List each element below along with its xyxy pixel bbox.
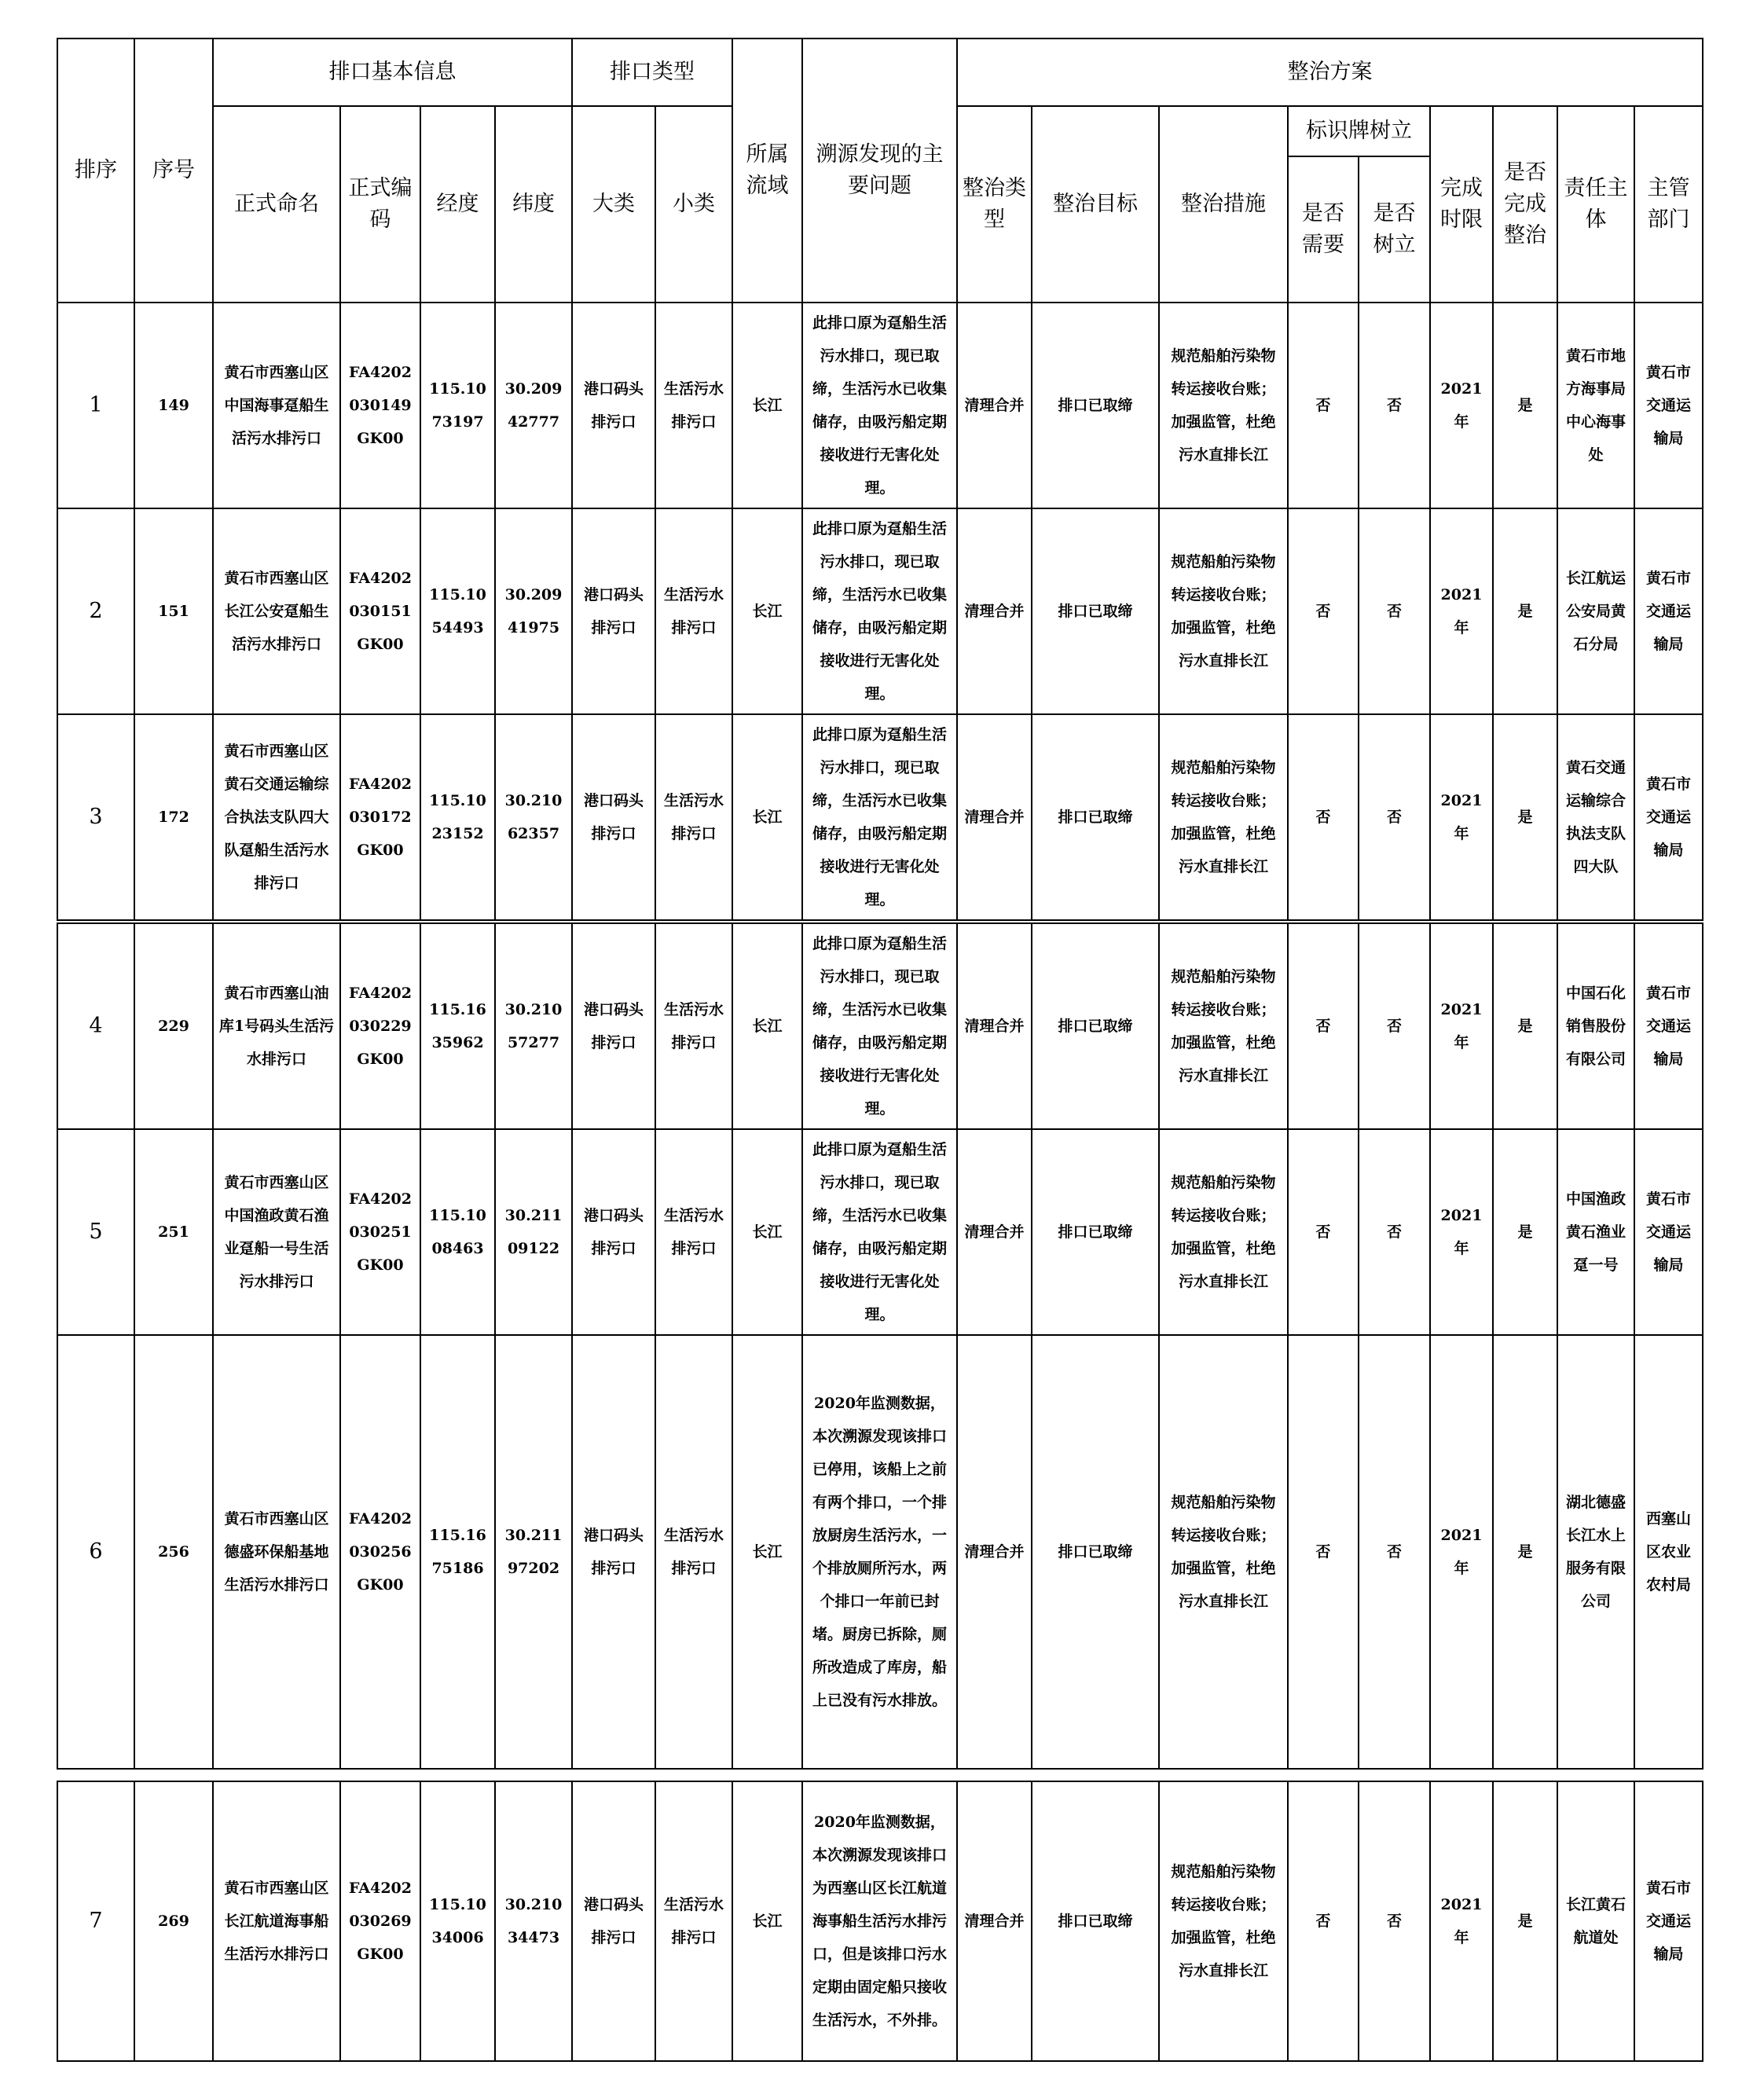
cell-lng: 115.1635962 bbox=[420, 923, 495, 1129]
cell-erected: 否 bbox=[1359, 508, 1430, 714]
cell-basin: 长江 bbox=[732, 1129, 802, 1335]
cell-minor: 生活污水排污口 bbox=[655, 508, 732, 714]
cell-seq: 251 bbox=[134, 1129, 213, 1335]
header-measures: 整治措施 bbox=[1159, 106, 1288, 303]
cell-need: 否 bbox=[1288, 1129, 1359, 1335]
cell-target: 排口已取缔 bbox=[1032, 508, 1159, 714]
cell-rank: 1 bbox=[57, 303, 134, 508]
cell-minor: 生活污水排污口 bbox=[655, 303, 732, 508]
cell-basin: 长江 bbox=[732, 1335, 802, 1769]
header-problem: 溯源发现的主要问题 bbox=[802, 39, 957, 303]
cell-plan-type: 清理合并 bbox=[957, 1129, 1032, 1335]
cell-plan-type: 清理合并 bbox=[957, 303, 1032, 508]
cell-erected: 否 bbox=[1359, 1335, 1430, 1769]
cell-owner: 中国石化销售股份有限公司 bbox=[1557, 923, 1634, 1129]
cell-name: 黄石市西塞山区德盛环保船基地生活污水排污口 bbox=[213, 1335, 340, 1769]
cell-lng: 115.1023152 bbox=[420, 714, 495, 920]
cell-done: 是 bbox=[1493, 303, 1557, 508]
table-row bbox=[57, 508, 1703, 714]
header-major: 大类 bbox=[572, 106, 655, 303]
cell-name: 黄石市西塞山区长江航道海事船生活污水排污口 bbox=[213, 1781, 340, 2061]
cell-target: 排口已取缔 bbox=[1032, 923, 1159, 1129]
cell-measures: 规范船舶污染物转运接收台账；加强监管，杜绝污水直排长江 bbox=[1159, 923, 1288, 1129]
cell-seq: 269 bbox=[134, 1781, 213, 2061]
cell-target: 排口已取缔 bbox=[1032, 1129, 1159, 1335]
cell-measures: 规范船舶污染物转运接收台账；加强监管，杜绝污水直排长江 bbox=[1159, 303, 1288, 508]
cell-need: 否 bbox=[1288, 508, 1359, 714]
cell-lat: 30.21062357 bbox=[495, 714, 572, 920]
cell-problem: 此排口原为趸船生活污水排口，现已取缔，生活污水已收集储存，由吸污船定期接收进行无害化处理。 bbox=[802, 303, 957, 508]
header-sign: 标识牌树立 bbox=[1288, 106, 1430, 156]
cell-lng: 115.1034006 bbox=[420, 1781, 495, 2061]
cell-target: 排口已取缔 bbox=[1032, 1781, 1159, 2061]
cell-problem: 此排口原为趸船生活污水排口，现已取缔，生活污水已收集储存，由吸污船定期接收进行无害化处理。 bbox=[802, 508, 957, 714]
table-row bbox=[57, 1129, 1703, 1335]
header-rank: 排序 bbox=[57, 39, 134, 303]
outlet-table-part-1 bbox=[57, 38, 1703, 921]
cell-target: 排口已取缔 bbox=[1032, 714, 1159, 920]
header-plan-type: 整治类型 bbox=[957, 106, 1032, 303]
header-basic-info: 排口基本信息 bbox=[213, 39, 572, 106]
header-need: 是否需要 bbox=[1288, 156, 1359, 303]
cell-code: FA4202030151GK00 bbox=[340, 508, 420, 714]
cell-target: 排口已取缔 bbox=[1032, 303, 1159, 508]
cell-basin: 长江 bbox=[732, 1781, 802, 2061]
cell-problem: 此排口原为趸船生活污水排口，现已取缔，生活污水已收集储存，由吸污船定期接收进行无害化处理。 bbox=[802, 1129, 957, 1335]
cell-rank: 4 bbox=[57, 923, 134, 1129]
cell-major: 港口码头排污口 bbox=[572, 923, 655, 1129]
cell-owner: 黄石市地方海事局中心海事处 bbox=[1557, 303, 1634, 508]
cell-seq: 229 bbox=[134, 923, 213, 1129]
cell-dept: 黄石市交通运输局 bbox=[1634, 508, 1703, 714]
cell-erected: 否 bbox=[1359, 1781, 1430, 2061]
cell-rank: 7 bbox=[57, 1781, 134, 2061]
cell-plan-type: 清理合并 bbox=[957, 923, 1032, 1129]
header-code: 正式编码 bbox=[340, 106, 420, 303]
cell-owner: 湖北德盛长江水上服务有限公司 bbox=[1557, 1335, 1634, 1769]
cell-erected: 否 bbox=[1359, 923, 1430, 1129]
cell-done: 是 bbox=[1493, 1129, 1557, 1335]
cell-problem: 此排口原为趸船生活污水排口，现已取缔，生活污水已收集储存，由吸污船定期接收进行无害化处理。 bbox=[802, 923, 957, 1129]
cell-deadline: 2021年 bbox=[1430, 508, 1493, 714]
cell-major: 港口码头排污口 bbox=[572, 1129, 655, 1335]
cell-minor: 生活污水排污口 bbox=[655, 1335, 732, 1769]
cell-name: 黄石市西塞山油库1号码头生活污水排污口 bbox=[213, 923, 340, 1129]
cell-minor: 生活污水排污口 bbox=[655, 923, 732, 1129]
table-row bbox=[57, 923, 1703, 1129]
header-outlet-type: 排口类型 bbox=[572, 39, 732, 106]
cell-dept: 黄石市交通运输局 bbox=[1634, 303, 1703, 508]
header-deadline: 完成时限 bbox=[1430, 106, 1493, 303]
cell-code: FA4202030229GK00 bbox=[340, 923, 420, 1129]
cell-lat: 30.21197202 bbox=[495, 1335, 572, 1769]
cell-owner: 长江黄石航道处 bbox=[1557, 1781, 1634, 2061]
cell-lat: 30.21109122 bbox=[495, 1129, 572, 1335]
cell-deadline: 2021年 bbox=[1430, 1335, 1493, 1769]
cell-done: 是 bbox=[1493, 508, 1557, 714]
header-erected: 是否树立 bbox=[1359, 156, 1430, 303]
cell-measures: 规范船舶污染物转运接收台账；加强监管，杜绝污水直排长江 bbox=[1159, 508, 1288, 714]
cell-target: 排口已取缔 bbox=[1032, 1335, 1159, 1769]
cell-major: 港口码头排污口 bbox=[572, 714, 655, 920]
cell-minor: 生活污水排污口 bbox=[655, 1129, 732, 1335]
cell-problem: 2020年监测数据，本次溯源发现该排口为西塞山区长江航道海事船生活污水排污口，但是该排口污水定期由固定船只接收生活污水，不外排。 bbox=[802, 1781, 957, 2061]
cell-plan-type: 清理合并 bbox=[957, 1335, 1032, 1769]
cell-code: FA4202030256GK00 bbox=[340, 1335, 420, 1769]
cell-rank: 3 bbox=[57, 714, 134, 920]
cell-basin: 长江 bbox=[732, 508, 802, 714]
cell-lat: 30.21057277 bbox=[495, 923, 572, 1129]
header-dept: 主管部门 bbox=[1634, 106, 1703, 303]
cell-lng: 115.1054493 bbox=[420, 508, 495, 714]
cell-measures: 规范船舶污染物转运接收台账；加强监管，杜绝污水直排长江 bbox=[1159, 1335, 1288, 1769]
header-done: 是否完成整治 bbox=[1493, 106, 1557, 303]
cell-measures: 规范船舶污染物转运接收台账；加强监管，杜绝污水直排长江 bbox=[1159, 1781, 1288, 2061]
header-seq: 序号 bbox=[134, 39, 213, 303]
cell-basin: 长江 bbox=[732, 923, 802, 1129]
cell-lng: 115.1073197 bbox=[420, 303, 495, 508]
cell-name: 黄石市西塞山区长江公安趸船生活污水排污口 bbox=[213, 508, 340, 714]
cell-deadline: 2021年 bbox=[1430, 1129, 1493, 1335]
cell-code: FA4202030172GK00 bbox=[340, 714, 420, 920]
header-target: 整治目标 bbox=[1032, 106, 1159, 303]
cell-done: 是 bbox=[1493, 1335, 1557, 1769]
cell-basin: 长江 bbox=[732, 714, 802, 920]
cell-lat: 30.20941975 bbox=[495, 508, 572, 714]
cell-deadline: 2021年 bbox=[1430, 923, 1493, 1129]
cell-code: FA4202030251GK00 bbox=[340, 1129, 420, 1335]
cell-erected: 否 bbox=[1359, 714, 1430, 920]
cell-deadline: 2021年 bbox=[1430, 1781, 1493, 2061]
cell-lng: 115.1008463 bbox=[420, 1129, 495, 1335]
cell-major: 港口码头排污口 bbox=[572, 303, 655, 508]
cell-code: FA4202030149GK00 bbox=[340, 303, 420, 508]
cell-name: 黄石市西塞山区中国渔政黄石渔业趸船一号生活污水排污口 bbox=[213, 1129, 340, 1335]
cell-need: 否 bbox=[1288, 923, 1359, 1129]
cell-seq: 151 bbox=[134, 508, 213, 714]
cell-need: 否 bbox=[1288, 303, 1359, 508]
cell-rank: 5 bbox=[57, 1129, 134, 1335]
cell-done: 是 bbox=[1493, 923, 1557, 1129]
cell-deadline: 2021年 bbox=[1430, 714, 1493, 920]
table-row bbox=[57, 1781, 1703, 2061]
cell-problem: 此排口原为趸船生活污水排口，现已取缔，生活污水已收集储存，由吸污船定期接收进行无害化处理。 bbox=[802, 714, 957, 920]
table-row bbox=[57, 1335, 1703, 1769]
cell-minor: 生活污水排污口 bbox=[655, 714, 732, 920]
cell-seq: 172 bbox=[134, 714, 213, 920]
table-row bbox=[57, 714, 1703, 920]
header-basin: 所属流域 bbox=[732, 39, 802, 303]
cell-problem: 2020年监测数据，本次溯源发现该排口已停用，该船上之前有两个排口，一个排放厨房生活污水，一个排放厕所污水，两个排口一年前已封堵。厨房已拆除，厕所改造成了库房，船上已没有污水排放。 bbox=[802, 1335, 957, 1769]
cell-dept: 西塞山区农业农村局 bbox=[1634, 1335, 1703, 1769]
header-minor: 小类 bbox=[655, 106, 732, 303]
header-name: 正式命名 bbox=[213, 106, 340, 303]
cell-dept: 黄石市交通运输局 bbox=[1634, 1129, 1703, 1335]
cell-need: 否 bbox=[1288, 1335, 1359, 1769]
cell-rank: 2 bbox=[57, 508, 134, 714]
cell-minor: 生活污水排污口 bbox=[655, 1781, 732, 2061]
cell-seq: 256 bbox=[134, 1335, 213, 1769]
cell-major: 港口码头排污口 bbox=[572, 1781, 655, 2061]
cell-plan-type: 清理合并 bbox=[957, 714, 1032, 920]
cell-need: 否 bbox=[1288, 1781, 1359, 2061]
outlet-table-part-2 bbox=[57, 922, 1703, 1770]
cell-dept: 黄石市交通运输局 bbox=[1634, 923, 1703, 1129]
cell-plan-type: 清理合并 bbox=[957, 1781, 1032, 2061]
header-lat: 纬度 bbox=[495, 106, 572, 303]
cell-need: 否 bbox=[1288, 714, 1359, 920]
cell-owner: 中国渔政黄石渔业趸一号 bbox=[1557, 1129, 1634, 1335]
cell-seq: 149 bbox=[134, 303, 213, 508]
cell-basin: 长江 bbox=[732, 303, 802, 508]
cell-erected: 否 bbox=[1359, 1129, 1430, 1335]
cell-plan-type: 清理合并 bbox=[957, 508, 1032, 714]
cell-lng: 115.1675186 bbox=[420, 1335, 495, 1769]
cell-name: 黄石市西塞山区黄石交通运输综合执法支队四大队趸船生活污水排污口 bbox=[213, 714, 340, 920]
header-owner: 责任主体 bbox=[1557, 106, 1634, 303]
cell-major: 港口码头排污口 bbox=[572, 508, 655, 714]
cell-owner: 长江航运公安局黄石分局 bbox=[1557, 508, 1634, 714]
cell-done: 是 bbox=[1493, 1781, 1557, 2061]
header-lng: 经度 bbox=[420, 106, 495, 303]
cell-measures: 规范船舶污染物转运接收台账；加强监管，杜绝污水直排长江 bbox=[1159, 1129, 1288, 1335]
cell-lat: 30.21034473 bbox=[495, 1781, 572, 2061]
outlet-table-part-3 bbox=[57, 1781, 1703, 2062]
cell-lat: 30.20942777 bbox=[495, 303, 572, 508]
cell-major: 港口码头排污口 bbox=[572, 1335, 655, 1769]
cell-erected: 否 bbox=[1359, 303, 1430, 508]
cell-dept: 黄石市交通运输局 bbox=[1634, 1781, 1703, 2061]
cell-rank: 6 bbox=[57, 1335, 134, 1769]
header-plan: 整治方案 bbox=[957, 39, 1703, 106]
cell-owner: 黄石交通运输综合执法支队四大队 bbox=[1557, 714, 1634, 920]
table-row bbox=[57, 303, 1703, 508]
cell-name: 黄石市西塞山区中国海事趸船生活污水排污口 bbox=[213, 303, 340, 508]
cell-done: 是 bbox=[1493, 714, 1557, 920]
cell-code: FA4202030269GK00 bbox=[340, 1781, 420, 2061]
cell-dept: 黄石市交通运输局 bbox=[1634, 714, 1703, 920]
cell-measures: 规范船舶污染物转运接收台账；加强监管，杜绝污水直排长江 bbox=[1159, 714, 1288, 920]
cell-deadline: 2021年 bbox=[1430, 303, 1493, 508]
